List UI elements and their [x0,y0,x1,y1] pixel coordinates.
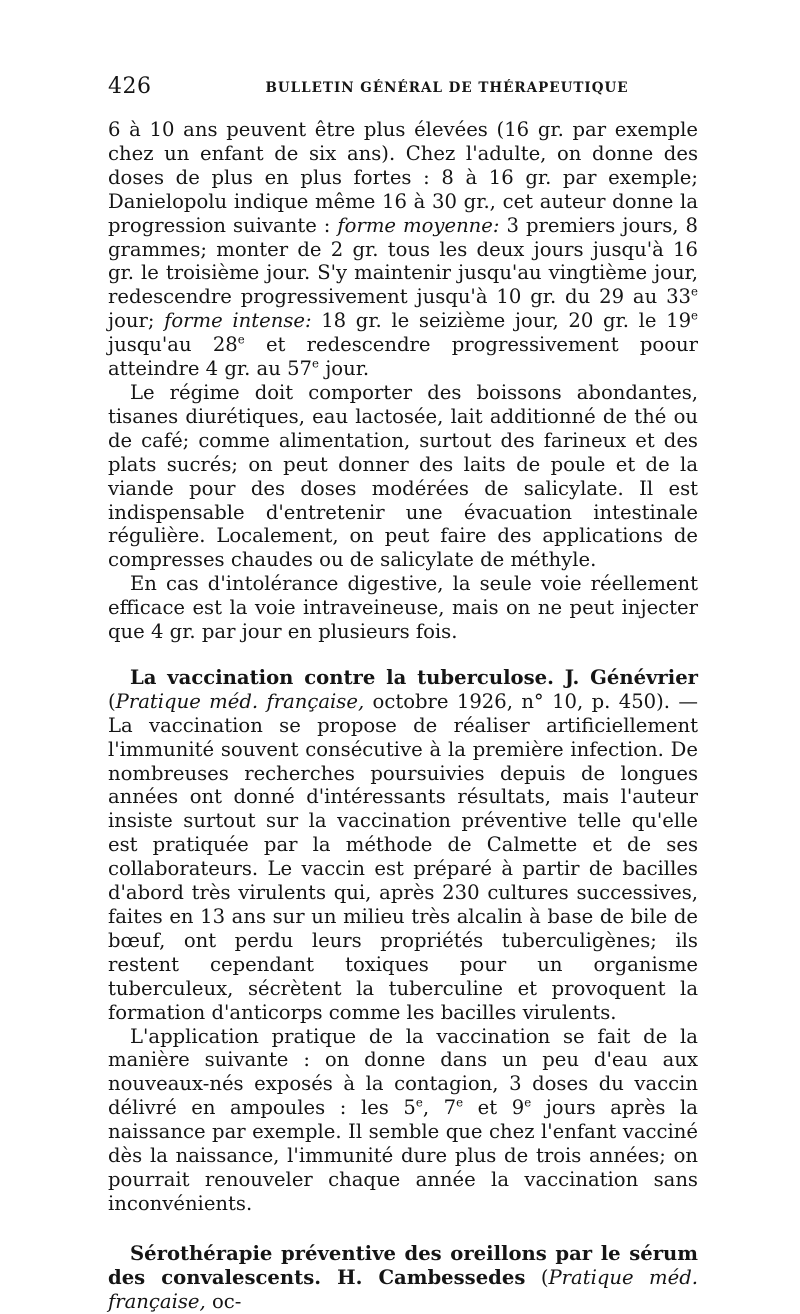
paragraph-intolerance: En cas d'intolérance digestive, la seule voie réellement efficace est la voie intraveineuse, mais on ne peut injecter que 4 gr. par jour en plusieurs fois. [108,572,698,644]
journal-citation: Pratique méd. française, [115,689,365,713]
paragraph-application [108,1025,698,1216]
text-run: , 7 [422,1096,457,1120]
superscript: e [456,1095,464,1110]
text-run: jusqu'au 28 [108,333,238,357]
page-header [108,74,698,104]
superscript: e [415,1095,423,1110]
italic-run: forme intense: [164,309,312,333]
text-run: et redescendre progressivement poour atteindre 4 gr. au 57 [108,333,698,381]
text-run: octobre 1926, n° 10, p. 450). — La vaccination se propose de réaliser artificiellement l'immunité souvent consécutive à la première infection. De nombreuses recherches poursuivies depuis de longues années ont donné d'intéressants résultats, mais l'auteur insiste surtout sur la vaccination préventive telle qu'elle est pratiquée par la méthode de Calmette et de ses collaborateurs. Le vaccin est préparé à partir de bacilles d'abord très virulents qui, après 230 cultures successives, faites en 13 ans sur un milieu très alcalin à base de bile de bœuf, ont perdu leurs propriétés tuberculigènes; ils restent cependant toxiques pour un organisme tuberculeux, sécrètent la tuberculine et provoquent la formation d'anticorps comme les bacilles virulents. [108,689,698,1024]
superscript: e [312,356,319,371]
superscript: e [691,308,699,323]
text-run: 3 premiers jours, 8 grammes; monter de 2 gr. tous les deux jours jusqu'à 16 gr. le troisième jour. S'y maintenir jusqu'au vingtième jour, redescendre progressivement jusqu'à 10 gr. du 29 au 33 [108,213,698,309]
page-number: 426 [108,74,152,99]
text-run: jours après la naissance par exemple. Il semble que chez l'enfant vacciné dès la naissance, l'immunité dure plus de trois années; on pourrait renouveler chaque année la vaccination sans inconvénients. [108,1096,698,1215]
superscript: e [237,332,245,347]
text-run: ( [525,1265,549,1289]
running-title: BULLETIN GÉNÉRAL DE THÉRAPEUTIQUE [265,80,629,96]
text-run: jour. [318,357,370,381]
text-run: 18 gr. le seizième jour, 20 gr. le 19 [311,309,692,333]
article-title: Sérothérapie préventive des oreillons par le sérum des convalescents. H. Cambessedes [108,1241,698,1289]
article-serotherapie-oreillons [108,1242,698,1314]
paragraph-regime: Le régime doit comporter des boissons abondantes, tisanes diurétiques, eau lactosée, lait additionné de thé ou de café; comme alimentation, surtout des farineux et des plats sucrés; on peut donner des laits de poule et de la viande pour des doses modérées de salicylate. Il est indispensable d'entretenir une évacuation intestinale régulière. Localement, on peut faire des applications de compresses chaudes ou de salicylate de méthyle. [108,380,698,572]
text-run: ( [108,689,116,713]
text-run: L'application pratique de la vaccination se fait de la manière suivante : on donne dans un peu d'eau aux nouveaux-nés exposés à la contagion, 3 doses du vaccin délivré en ampoules : les 5 [108,1024,698,1120]
text-run: et 9 [463,1096,525,1120]
text-run: jour; [108,309,165,333]
article-title: La vaccination contre la tuberculose. J. Génévrier [130,665,698,689]
text-run: 6 à 10 ans peuvent être plus élevées (16 gr. par exemple chez un enfant de six ans). Chez l'adulte, on donne des doses de plus en plus fortes : 8 à 16 gr. par exemple; Danielopolu indique même 16 à 30 gr., cet auteur donne la progression suivante : [108,118,698,237]
superscript: e [524,1095,532,1110]
body-text [108,118,698,1314]
italic-run: forme moyenne: [337,213,500,237]
journal-citation: Pratique méd. française, [108,1265,698,1313]
paragraph-dosage [108,118,698,381]
article-vaccination-tuberculose [108,666,698,1025]
superscript: e [691,284,698,299]
text-run: oc- [205,1289,242,1313]
